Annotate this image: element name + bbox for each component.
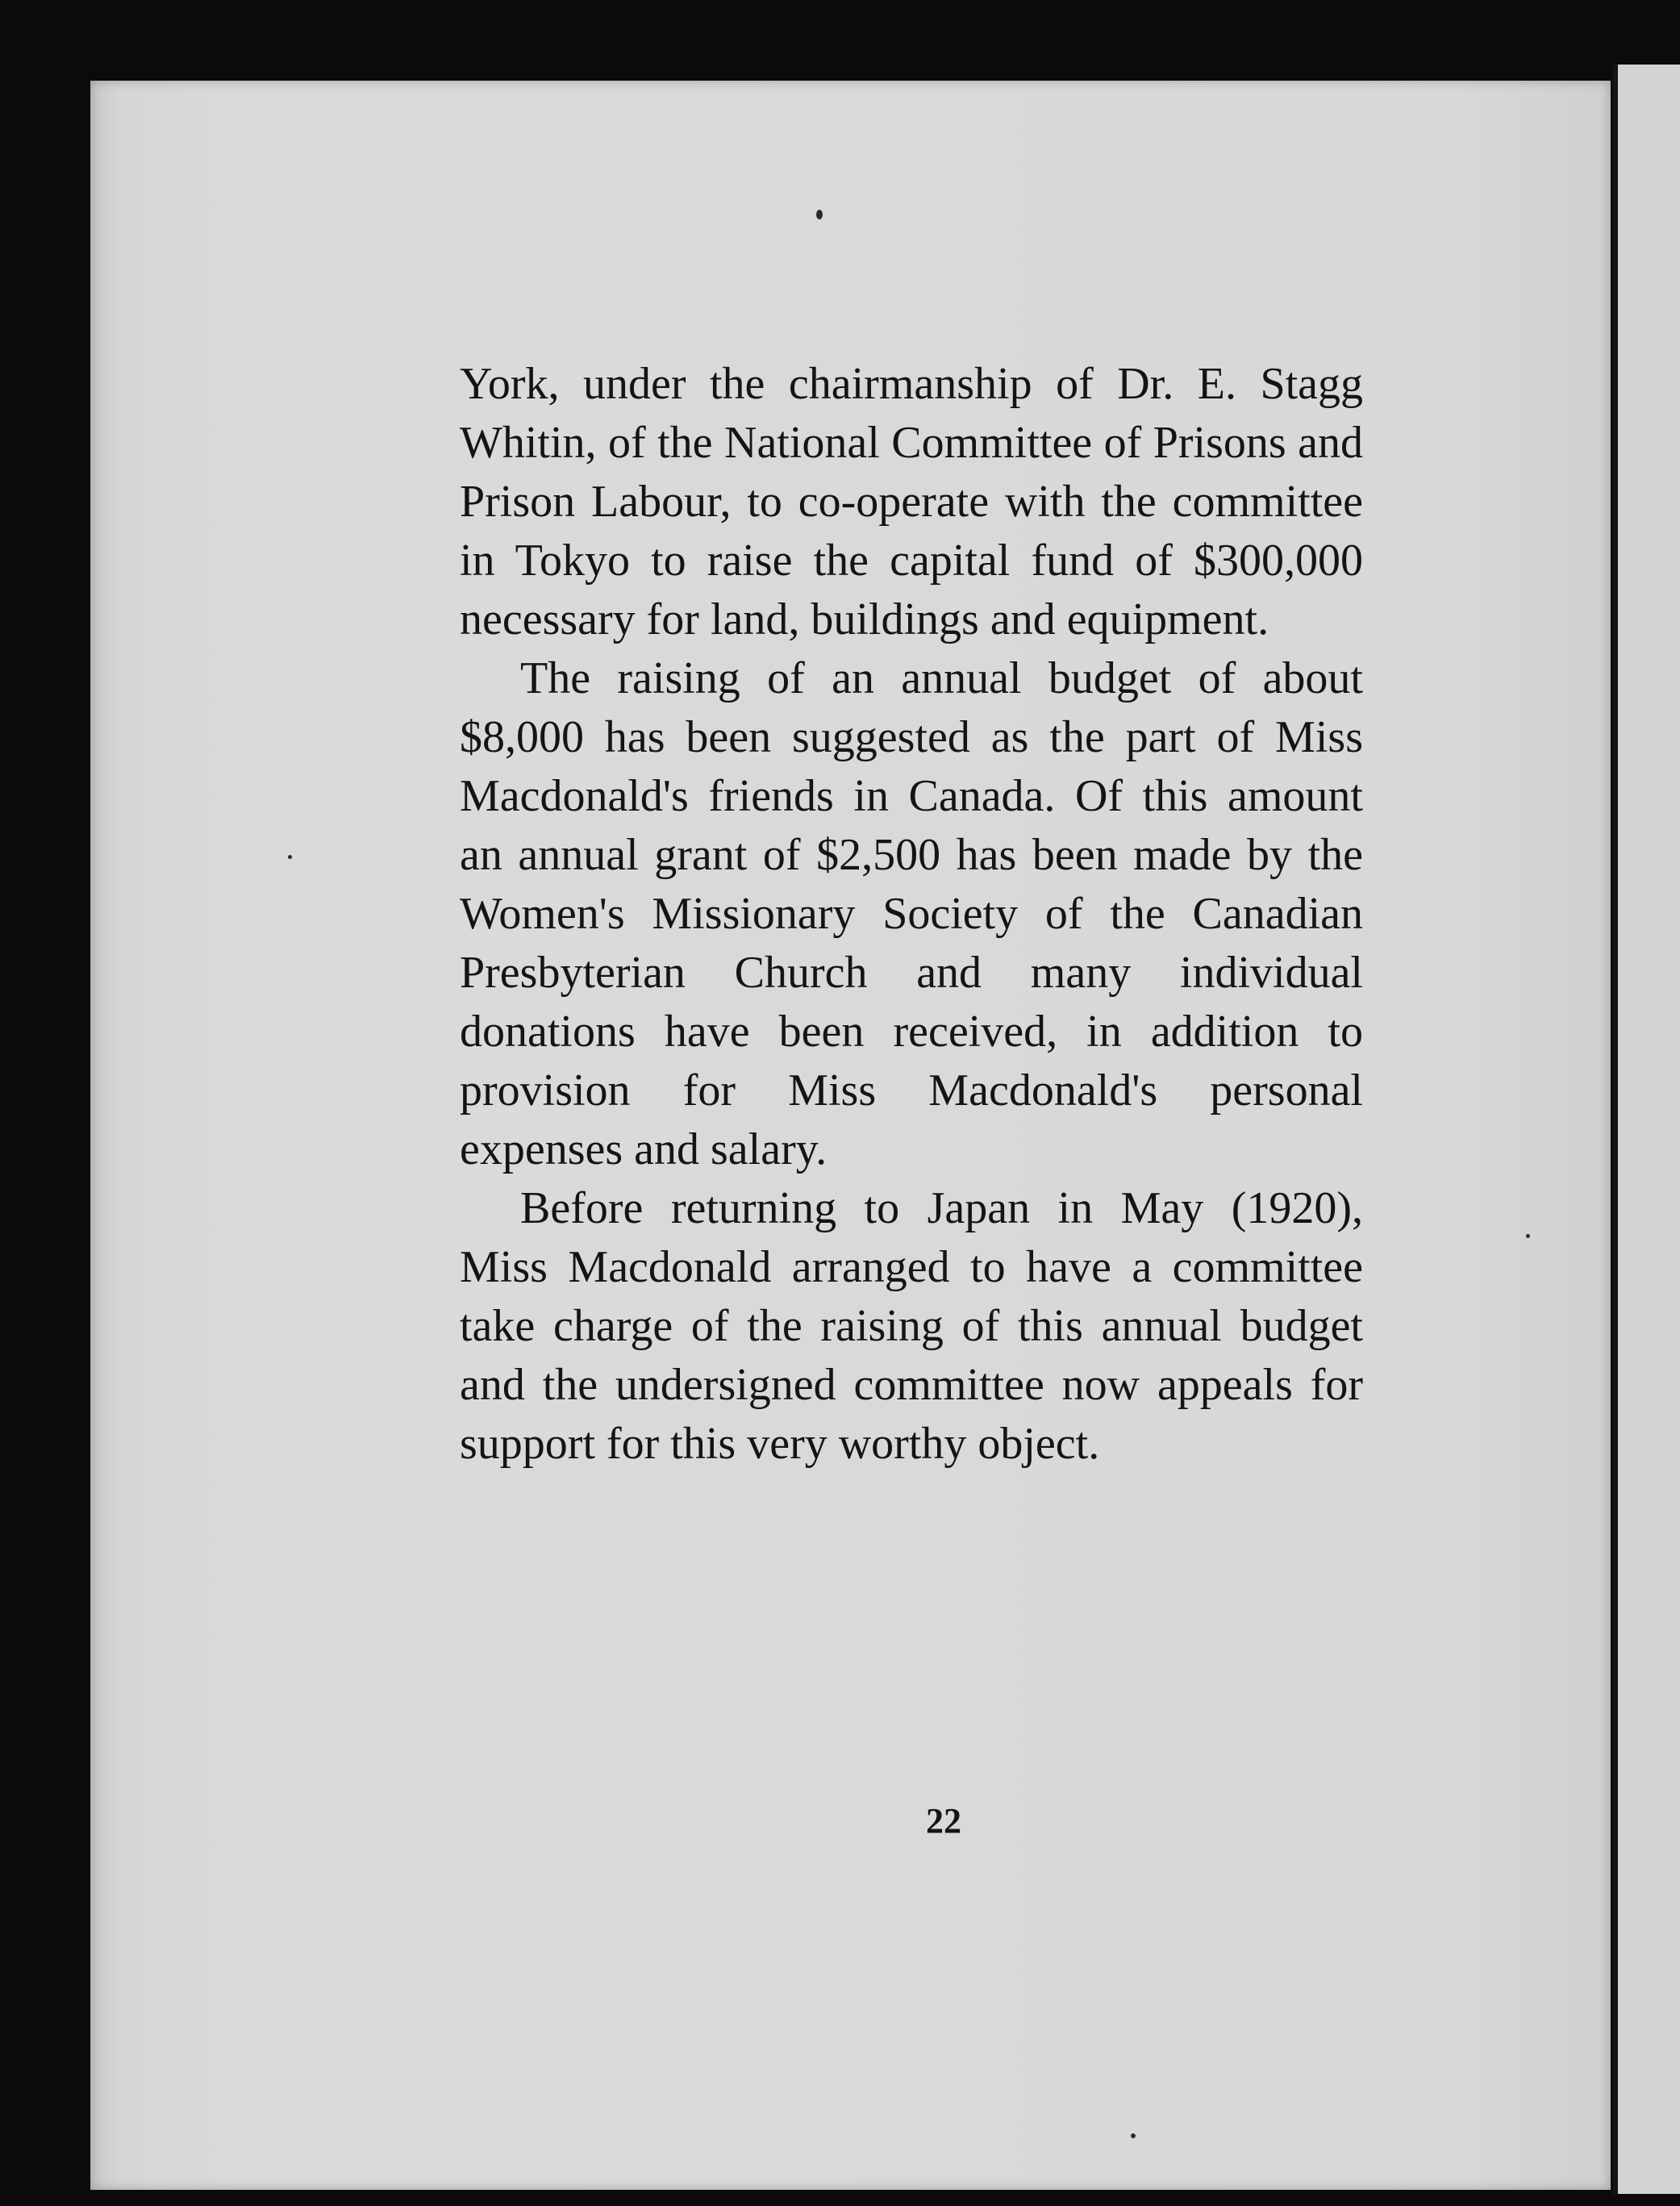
paragraph-3: Before returning to Japan in May (1920), Miss Macdonald arranged to have a committee take charge of the raising of this annual budget and the undersigned committee now appeals for support for this very worthy object. [460, 1183, 1363, 1469]
scan-speck [1526, 1234, 1530, 1238]
paragraph-2: The raising of an annual budget of about $8,000 has been suggested as the part of Miss Macdonald's friends in Canada. Of this amount an annual grant of $2,500 has been made by the Women's Missionary Society of the Canadian Presbyterian Church and many individual donations have been received, in addition to provision for Miss Macdonald's personal expenses and salary. [460, 653, 1363, 1174]
scan-speck [1131, 2133, 1136, 2138]
scan-speck [288, 855, 292, 859]
adjacent-page-edge [1613, 65, 1680, 2194]
body-text [460, 355, 1363, 1474]
scan-speck [816, 210, 823, 219]
paragraph-1: York, under the chairmanship of Dr. E. Stagg Whitin, of the National Committee of Prisons and Prison Labour, to co-operate with the committee in Tokyo to raise the capital fund of $300,000 necessary for land, buildings and equipment. [460, 359, 1363, 644]
page-number: 22 [926, 1801, 961, 1841]
